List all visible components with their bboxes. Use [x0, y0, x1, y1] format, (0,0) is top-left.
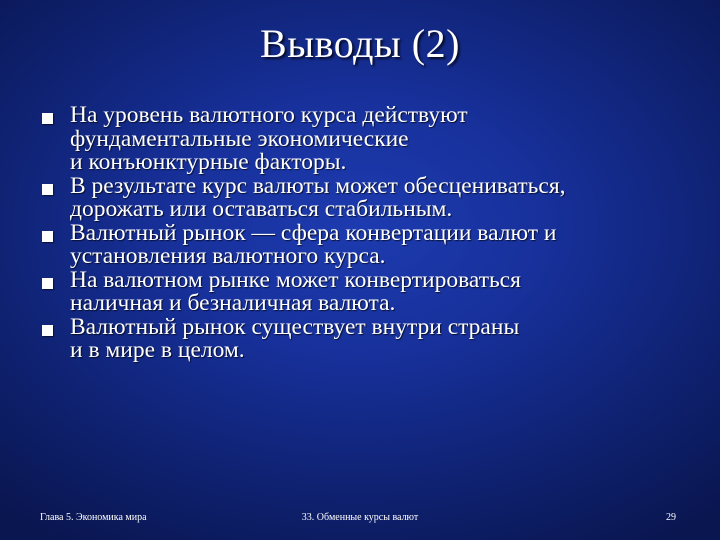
bullet-item	[40, 219, 680, 269]
bullet-list	[40, 104, 680, 363]
footer-chapter: Глава 5. Экономика мира	[40, 512, 147, 523]
page-number: 29	[666, 512, 676, 523]
bullet-text: На валютном рынке может конвертироваться наличная и безналичная валюта.	[70, 266, 521, 316]
footer-section: 33. Обменные курсы валют	[301, 512, 419, 523]
bullet-text: В результате курс валюты может обесцениваться, дорожать или оставаться стабильным.	[70, 172, 566, 222]
square-bullet-icon	[42, 325, 53, 336]
square-bullet-icon	[42, 113, 53, 124]
square-bullet-icon	[42, 278, 53, 289]
bullet-text: Валютный рынок — сфера конвертации валют и установления валютного курса.	[70, 219, 557, 269]
bullet-text: Валютный рынок существует внутри страны и в мире в целом.	[70, 313, 520, 363]
bullet-item	[40, 266, 680, 316]
square-bullet-icon	[42, 231, 53, 242]
bullet-item	[40, 172, 680, 222]
slide-title: Выводы (2)	[260, 21, 460, 66]
square-bullet-icon	[42, 184, 53, 195]
bullet-item	[40, 104, 680, 175]
bullet-text: На уровень валютного курса действуют фундаментальные экономические и конъюнктурные факторы.	[70, 102, 468, 175]
bullet-item	[40, 313, 680, 363]
